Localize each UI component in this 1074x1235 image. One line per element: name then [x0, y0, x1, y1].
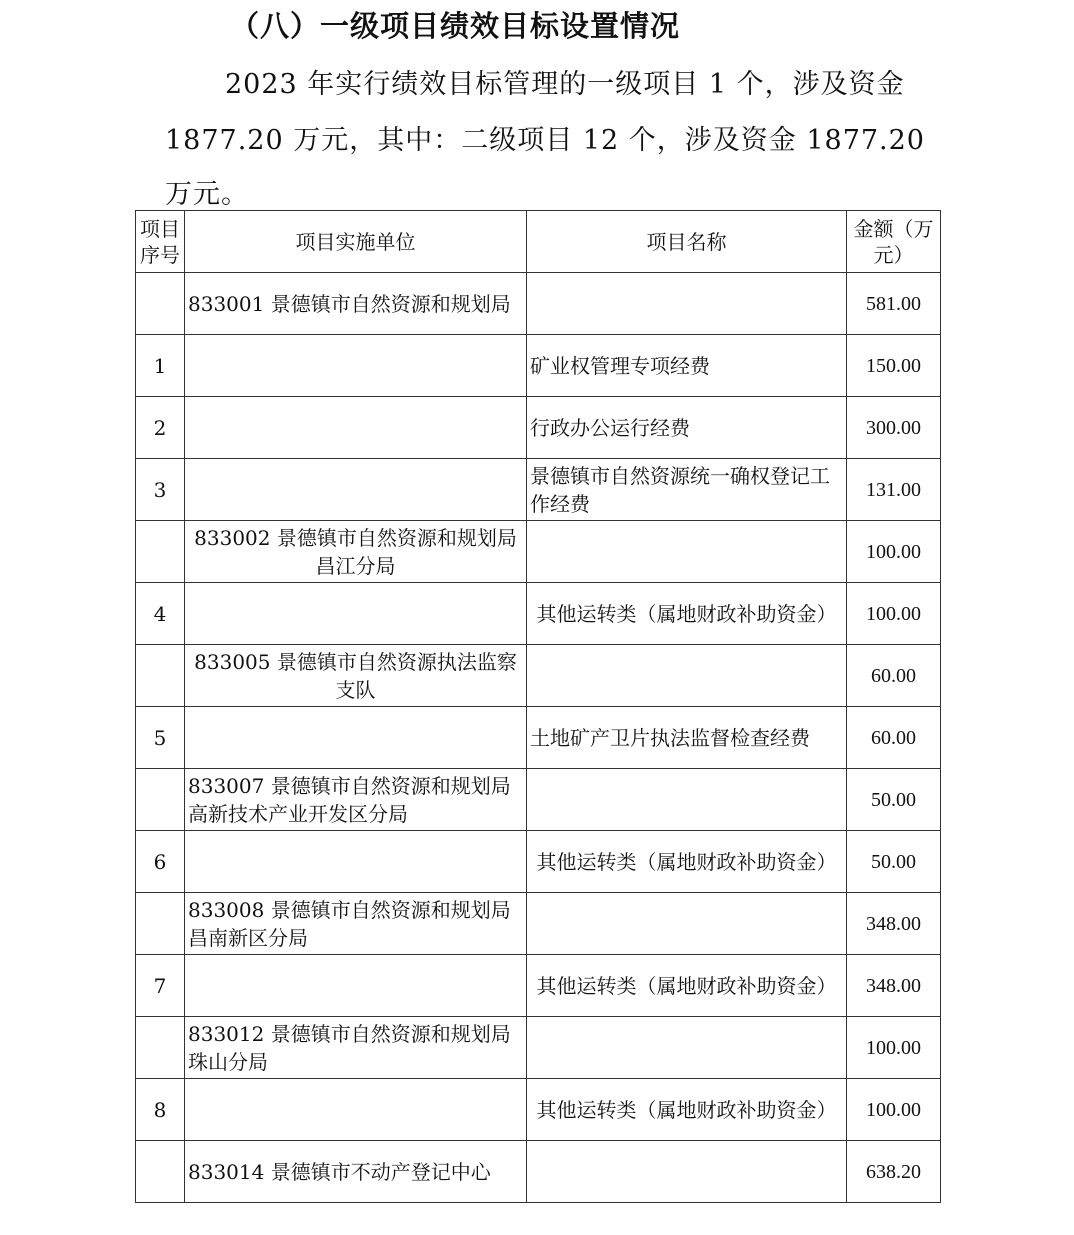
table-row: [136, 397, 941, 459]
cell-amount: 150.00: [847, 335, 941, 397]
paragraph-line-2: 1877.20 万元，其中：二级项目 12 个，涉及资金 1877.20: [165, 125, 925, 156]
cell-amount: 581.00: [847, 273, 941, 335]
cell-unit: 833014 景德镇市不动产登记中心: [185, 1141, 527, 1203]
cell-amount: 60.00: [847, 707, 941, 769]
cell-name: [527, 893, 847, 955]
cell-name: [527, 1017, 847, 1079]
table-header-row: [136, 211, 941, 273]
cell-name: [527, 273, 847, 335]
table-row: [136, 273, 941, 335]
cell-unit: [185, 1079, 527, 1141]
header-unit: 项目实施单位: [185, 211, 527, 273]
cell-amount: 100.00: [847, 1079, 941, 1141]
table-row: [136, 521, 941, 583]
cell-no: [136, 1017, 185, 1079]
cell-name: 其他运转类（属地财政补助资金）: [527, 583, 847, 645]
header-name: 项目名称: [527, 211, 847, 273]
table-body: [136, 273, 941, 1203]
cell-amount: 348.00: [847, 955, 941, 1017]
cell-amount: 100.00: [847, 521, 941, 583]
cell-name: 行政办公运行经费: [527, 397, 847, 459]
cell-no: 7: [136, 955, 185, 1017]
cell-no: [136, 645, 185, 707]
cell-name: 其他运转类（属地财政补助资金）: [527, 1079, 847, 1141]
cell-unit: 833012 景德镇市自然资源和规划局珠山分局: [185, 1017, 527, 1079]
table-row: [136, 1017, 941, 1079]
paragraph-line-3: 万元。: [165, 179, 249, 210]
cell-unit: 833005 景德镇市自然资源执法监察支队: [185, 645, 527, 707]
table-row: [136, 459, 941, 521]
cell-amount: 131.00: [847, 459, 941, 521]
table-row: [136, 583, 941, 645]
cell-no: 1: [136, 335, 185, 397]
table-row: [136, 769, 941, 831]
cell-unit: [185, 459, 527, 521]
table-row: [136, 335, 941, 397]
cell-name: [527, 521, 847, 583]
cell-no: [136, 521, 185, 583]
cell-name: 土地矿产卫片执法监督检查经费: [527, 707, 847, 769]
cell-no: 3: [136, 459, 185, 521]
section-heading: （八）一级项目绩效目标设置情况: [230, 9, 681, 43]
cell-no: [136, 893, 185, 955]
cell-unit: [185, 397, 527, 459]
cell-unit: [185, 335, 527, 397]
cell-amount: 100.00: [847, 1017, 941, 1079]
paragraph-line-1: 2023 年实行绩效目标管理的一级项目 1 个，涉及资金: [225, 69, 905, 100]
cell-name: 景德镇市自然资源统一确权登记工作经费: [527, 459, 847, 521]
cell-no: [136, 769, 185, 831]
cell-amount: 50.00: [847, 831, 941, 893]
table-row: [136, 645, 941, 707]
cell-no: 6: [136, 831, 185, 893]
cell-unit: 833008 景德镇市自然资源和规划局昌南新区分局: [185, 893, 527, 955]
table-row: [136, 1079, 941, 1141]
table-row: [136, 893, 941, 955]
cell-no: [136, 273, 185, 335]
table-row: [136, 1141, 941, 1203]
cell-amount: 638.20: [847, 1141, 941, 1203]
cell-no: [136, 1141, 185, 1203]
cell-no: 4: [136, 583, 185, 645]
cell-name: 其他运转类（属地财政补助资金）: [527, 831, 847, 893]
cell-name: [527, 645, 847, 707]
cell-unit: 833001 景德镇市自然资源和规划局: [185, 273, 527, 335]
table-row: [136, 831, 941, 893]
cell-unit: [185, 707, 527, 769]
cell-unit: [185, 955, 527, 1017]
cell-no: 5: [136, 707, 185, 769]
header-no: 项目序号: [136, 211, 185, 273]
cell-name: 矿业权管理专项经费: [527, 335, 847, 397]
cell-name: 其他运转类（属地财政补助资金）: [527, 955, 847, 1017]
cell-unit: [185, 831, 527, 893]
cell-name: [527, 769, 847, 831]
cell-amount: 60.00: [847, 645, 941, 707]
cell-unit: 833002 景德镇市自然资源和规划局昌江分局: [185, 521, 527, 583]
cell-amount: 348.00: [847, 893, 941, 955]
cell-no: 2: [136, 397, 185, 459]
cell-amount: 50.00: [847, 769, 941, 831]
cell-unit: 833007 景德镇市自然资源和规划局高新技术产业开发区分局: [185, 769, 527, 831]
table-row: [136, 955, 941, 1017]
header-amount: 金额（万元）: [847, 211, 941, 273]
table-row: [136, 707, 941, 769]
cell-name: [527, 1141, 847, 1203]
cell-amount: 300.00: [847, 397, 941, 459]
cell-no: 8: [136, 1079, 185, 1141]
cell-unit: [185, 583, 527, 645]
project-table: [135, 210, 941, 1203]
cell-amount: 100.00: [847, 583, 941, 645]
